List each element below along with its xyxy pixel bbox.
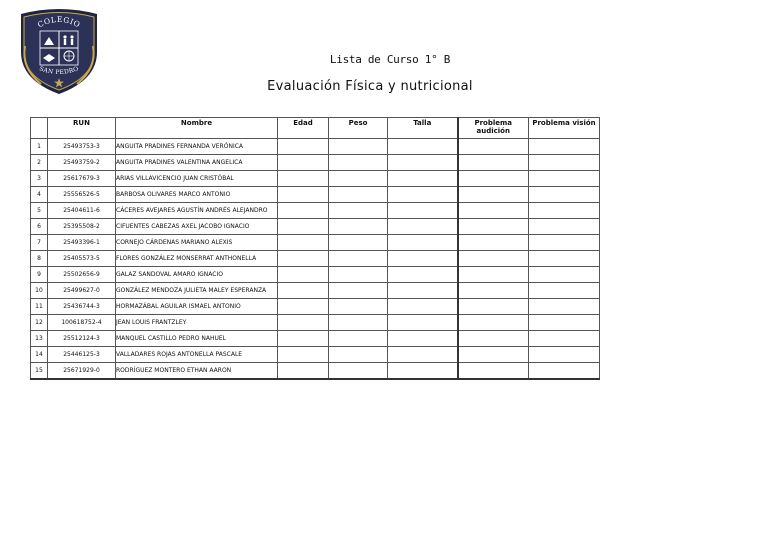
row-audicion-cell [458,155,529,171]
course-label: Lista de Curso 1° B [329,53,451,66]
header-problema-vision: Problema visión [529,118,600,139]
row-vision-cell [529,171,600,187]
row-talla-cell [388,171,458,187]
row-audicion-cell [458,251,529,267]
row-talla-cell [388,219,458,235]
row-peso-cell [329,155,388,171]
table-row [31,171,600,187]
row-edad-cell [278,315,329,331]
row-edad-cell [278,219,329,235]
row-vision-cell [529,251,600,267]
logo-top-text: COLEGIO [36,14,82,30]
row-talla-cell [388,347,458,363]
row-edad-cell [278,299,329,315]
row-audicion-cell [458,171,529,187]
row-nombre: BARBOSA OLIVARES MARCO ANTONIO [116,187,278,203]
logo-bottom-text: SAN PEDRO [38,65,80,77]
row-edad-cell [278,363,329,380]
table-row [31,219,600,235]
row-edad-cell [278,251,329,267]
row-nombre: ANGUITA PRADINES VALENTINA ANGELICA [116,155,278,171]
table-header-row [31,118,600,139]
row-nombre: CORNEJO CÁRDENAS MARIANO ALEXIS [116,235,278,251]
row-talla-cell [388,363,458,380]
row-nombre: VALLADARES ROJAS ANTONELLA PASCALE [116,347,278,363]
row-audicion-cell [458,187,529,203]
row-vision-cell [529,219,600,235]
header-run: RUN [48,118,116,139]
row-nombre: HORMAZÁBAL AGUILAR ISMAEL ANTONIO [116,299,278,315]
row-run: 25617679-3 [48,171,116,187]
row-vision-cell [529,139,600,155]
row-edad-cell [278,155,329,171]
page-title: Evaluación Física y nutricional [267,79,473,94]
row-peso-cell [329,251,388,267]
row-run: 25512124-3 [48,331,116,347]
row-peso-cell [329,299,388,315]
row-peso-cell [329,219,388,235]
row-peso-cell [329,363,388,380]
row-nombre: GONZÁLEZ MENDOZA JULIETA MALEY ESPERANZA [116,283,278,299]
table-row [31,283,600,299]
header-nombre: Nombre [116,118,278,139]
row-number: 1 [31,139,48,155]
row-run: 25404611-6 [48,203,116,219]
row-talla-cell [388,251,458,267]
row-audicion-cell [458,219,529,235]
row-nombre: CIFUENTES CABEZAS AXEL JACOBO IGNACIO [116,219,278,235]
header-edad: Edad [278,118,329,139]
table-row [31,139,600,155]
school-crest-logo [17,6,101,96]
row-talla-cell [388,235,458,251]
table-row [31,267,600,283]
row-run: 25493759-2 [48,155,116,171]
row-number: 11 [31,299,48,315]
row-peso-cell [329,203,388,219]
row-run: 25446125-3 [48,347,116,363]
row-peso-cell [329,283,388,299]
row-peso-cell [329,187,388,203]
row-audicion-cell [458,315,529,331]
table-row [31,187,600,203]
row-vision-cell [529,235,600,251]
row-peso-cell [329,347,388,363]
table-row [31,315,600,331]
header-peso: Peso [329,118,388,139]
row-nombre: GALAZ SANDOVAL AMARO IGNACIO [116,267,278,283]
row-run: 25405573-5 [48,251,116,267]
table-row [31,331,600,347]
row-peso-cell [329,139,388,155]
row-vision-cell [529,299,600,315]
row-run: 25493753-3 [48,139,116,155]
table-row [31,235,600,251]
row-peso-cell [329,235,388,251]
row-run: 25395508-2 [48,219,116,235]
row-number: 15 [31,363,48,380]
table-row [31,347,600,363]
row-nombre: ANGUITA PRADINES FERNANDA VERÓNICA [116,139,278,155]
row-vision-cell [529,187,600,203]
row-number: 12 [31,315,48,331]
row-edad-cell [278,267,329,283]
row-run: 25499627-0 [48,283,116,299]
row-audicion-cell [458,331,529,347]
row-audicion-cell [458,139,529,155]
row-vision-cell [529,203,600,219]
row-nombre: JEAN LOUIS FRANTZLEY [116,315,278,331]
row-run: 25556526-5 [48,187,116,203]
row-vision-cell [529,315,600,331]
row-number: 2 [31,155,48,171]
row-number: 3 [31,171,48,187]
row-peso-cell [329,171,388,187]
table-row [31,363,600,380]
row-talla-cell [388,315,458,331]
student-roster-table [30,117,600,380]
row-talla-cell [388,267,458,283]
row-talla-cell [388,187,458,203]
row-vision-cell [529,283,600,299]
row-edad-cell [278,347,329,363]
row-audicion-cell [458,299,529,315]
row-vision-cell [529,347,600,363]
row-nombre: MANQUEL CASTILLO PEDRO NAHUEL [116,331,278,347]
row-number: 9 [31,267,48,283]
row-audicion-cell [458,267,529,283]
row-nombre: FLORES GONZÁLEZ MONSERRAT ANTHONELLA [116,251,278,267]
row-number: 7 [31,235,48,251]
row-edad-cell [278,235,329,251]
row-audicion-cell [458,203,529,219]
row-run: 25493396-1 [48,235,116,251]
table-row [31,155,600,171]
row-nombre: CÁCERES AVEJARES AGUSTÍN ANDRÉS ALEJANDRO [116,203,278,219]
row-peso-cell [329,315,388,331]
row-vision-cell [529,155,600,171]
row-vision-cell [529,267,600,283]
row-audicion-cell [458,347,529,363]
row-run: 100618752-4 [48,315,116,331]
row-edad-cell [278,171,329,187]
row-number: 5 [31,203,48,219]
row-audicion-cell [458,283,529,299]
row-number: 4 [31,187,48,203]
row-nombre: RODRÍGUEZ MONTERO ETHAN AARON [116,363,278,380]
row-talla-cell [388,139,458,155]
row-run: 25436744-3 [48,299,116,315]
row-number: 13 [31,331,48,347]
row-edad-cell [278,283,329,299]
header-problema-audicion: Problema audición [458,118,529,139]
row-number: 8 [31,251,48,267]
row-edad-cell [278,331,329,347]
row-vision-cell [529,363,600,380]
row-peso-cell [329,267,388,283]
row-edad-cell [278,139,329,155]
row-run: 25671929-0 [48,363,116,380]
row-run: 25502656-9 [48,267,116,283]
row-talla-cell [388,331,458,347]
row-peso-cell [329,331,388,347]
row-number: 10 [31,283,48,299]
row-edad-cell [278,187,329,203]
row-talla-cell [388,299,458,315]
row-audicion-cell [458,235,529,251]
table-row [31,203,600,219]
table-row [31,251,600,267]
row-nombre: ARIAS VILLAVICENCIO JUAN CRISTÓBAL [116,171,278,187]
header-talla: Talla [388,118,458,139]
row-audicion-cell [458,363,529,380]
row-number: 14 [31,347,48,363]
row-number: 6 [31,219,48,235]
header-index [31,118,48,139]
row-vision-cell [529,331,600,347]
row-talla-cell [388,203,458,219]
row-talla-cell [388,155,458,171]
table-row [31,299,600,315]
row-edad-cell [278,203,329,219]
row-talla-cell [388,283,458,299]
